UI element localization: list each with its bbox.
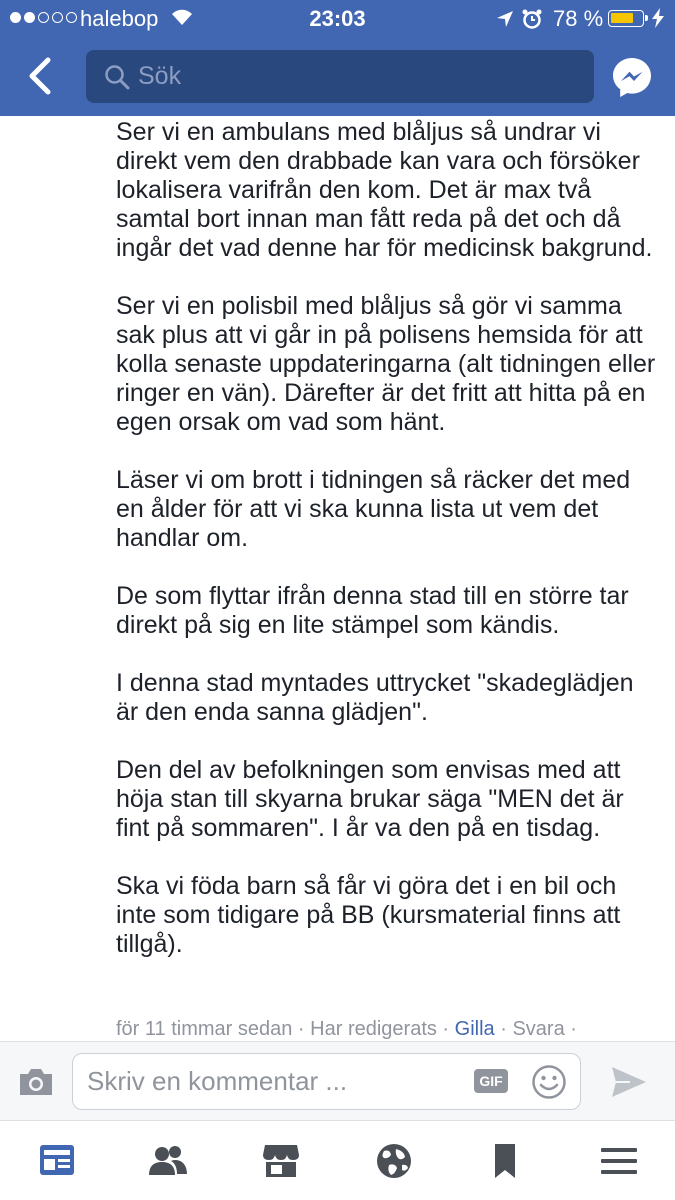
gif-button[interactable]: GIF — [474, 1069, 508, 1093]
post-timestamp: för 11 timmar sedan — [116, 1018, 293, 1040]
post-paragraph: De som flyttar ifrån denna stad till en större tar direkt på sig en lite stämpel som kändis. — [116, 582, 629, 639]
edited-label[interactable]: Har redigerats — [310, 1018, 437, 1040]
post-paragraph: Den del av befolkningen som envisas med att höja stan till skyarna brukar säga "MEN det är fint på sommaren". I år va den på en tisdag. — [116, 756, 624, 842]
bottom-tab-bar — [0, 1121, 675, 1200]
post-paragraph: I denna stad myntades uttrycket "skadeglädjen är den enda sanna glädjen". — [116, 669, 634, 726]
battery-percent: 78 % — [553, 6, 604, 31]
post-body — [116, 118, 661, 959]
friends-icon[interactable] — [148, 1141, 188, 1181]
post-paragraph: Ska vi föda barn så får vi göra det i en bil och inte som tidigare på BB (kursmaterial finns att tillgå). — [116, 872, 621, 958]
comment-composer — [0, 1041, 675, 1121]
search-placeholder: Sök — [138, 62, 182, 90]
search-icon — [104, 64, 130, 90]
meta-separator: · — [564, 1018, 577, 1040]
meta-separator: · — [292, 1018, 311, 1040]
top-navigation-bar — [0, 0, 675, 116]
charging-bolt-icon — [652, 8, 664, 28]
battery-level-fill — [611, 13, 633, 23]
menu-icon[interactable] — [599, 1141, 639, 1181]
post-meta — [116, 1018, 577, 1041]
meta-separator: · — [494, 1018, 513, 1040]
news-feed-icon[interactable] — [37, 1141, 77, 1181]
post-paragraph: Ser vi en ambulans med blåljus så undrar vi direkt vem den drabbade kan vara och försöker lokalisera varifrån den kom. Det är max två samtal bort innan man fått reda på det och då ingår det vad denne har för medicinsk bakgrund. — [116, 118, 653, 262]
meta-separator: · — [436, 1018, 455, 1040]
carrier-name: halebop — [80, 6, 159, 31]
comment-input[interactable] — [72, 1053, 581, 1110]
alarm-clock-icon — [521, 8, 543, 30]
smiley-icon[interactable] — [531, 1064, 567, 1100]
battery-icon — [608, 10, 644, 27]
messenger-icon[interactable] — [611, 56, 653, 98]
globe-icon[interactable] — [374, 1141, 414, 1181]
location-arrow-icon — [495, 9, 515, 29]
reply-link[interactable]: Svara — [512, 1018, 565, 1040]
comment-placeholder: Skriv en kommentar ... — [87, 1066, 348, 1096]
post-paragraph: Läser vi om brott i tidningen så räcker det med en ålder för att vi ska kunna lista ut vem det handlar om. — [116, 466, 631, 552]
camera-icon[interactable] — [17, 1067, 55, 1097]
status-time: 23:03 — [309, 6, 366, 31]
like-link[interactable]: Gilla — [454, 1018, 495, 1040]
post-paragraph: Ser vi en polisbil med blåljus så gör vi samma sak plus att vi går in på polisens hemsida för att kolla senaste uppdateringarna (alt tidningen eller ringer en vän). Därefter är det fritt att hitta på en egen orsak om vad som hänt. — [116, 292, 656, 436]
bookmark-icon[interactable] — [485, 1141, 525, 1181]
status-bar — [0, 0, 675, 38]
search-input[interactable] — [86, 50, 594, 103]
marketplace-icon[interactable] — [261, 1141, 301, 1181]
send-icon[interactable] — [610, 1065, 648, 1099]
chevron-left-icon[interactable] — [24, 56, 58, 96]
